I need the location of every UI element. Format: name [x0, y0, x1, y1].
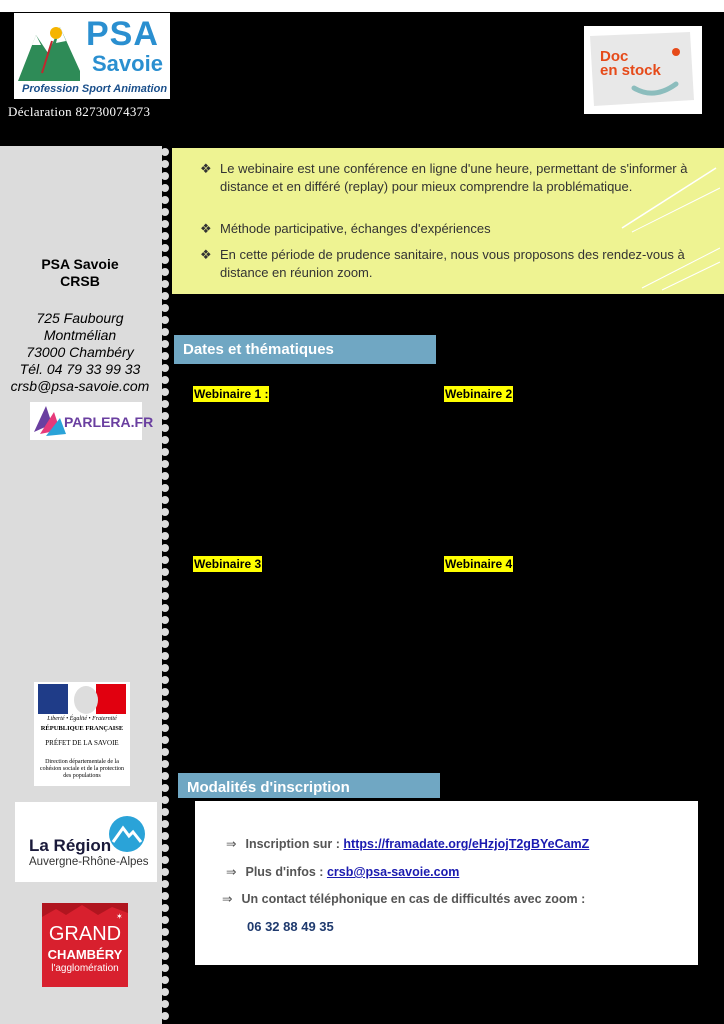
info-bullet — [200, 220, 712, 238]
docstock-line1: Doc — [600, 48, 629, 65]
region-mountain-icon — [107, 814, 147, 854]
prefet-title: PRÉFET DE LA SAVOIE — [45, 739, 119, 747]
logo-subtitle: Savoie — [92, 51, 163, 76]
contact-email[interactable]: crsb@psa-savoie.com — [10, 378, 150, 394]
diamond-bullet-icon: ❖ — [200, 247, 212, 262]
arrow-right-icon: ⇒ — [222, 892, 233, 906]
bullet-text: En cette période de prudence sanitaire, nous vous proposons des rendez-vous à distance en réunion zoom. — [220, 247, 685, 280]
declaration-number: Déclaration 82730074373 — [8, 104, 151, 119]
grand-line2: CHAMBÉRY — [47, 947, 123, 962]
contact-line — [222, 891, 585, 906]
region-name: La Région — [29, 836, 112, 855]
bullet-text: Méthode participative, échanges d'expériences — [220, 221, 491, 236]
webinaire-2-label: Webinaire 2 — [445, 387, 513, 401]
prefet-logo — [34, 682, 130, 786]
region-subname: Auvergne-Rhône-Alpes — [29, 856, 149, 868]
grand-line3: l'agglomération — [51, 963, 119, 974]
grand-chambery-icon — [42, 903, 128, 923]
prefet-republic: RÉPUBLIQUE FRANÇAISE — [40, 725, 124, 732]
address-line: Montmélian — [43, 327, 117, 343]
bullet-text: Le webinaire est une conférence en ligne d'une heure, permettant de s'informer à distance et en différé (replay) pour mieux comprendre la problématique. — [220, 161, 688, 194]
info-bullet — [200, 246, 712, 282]
doc-en-stock-logo — [584, 26, 702, 114]
prefet-dept: Direction départementale de la cohésion sociale et de la protection des populations — [39, 759, 125, 779]
webinaire-1-label: Webinaire 1 : — [194, 387, 269, 401]
webinaire-4-label: Webinaire 4 — [445, 557, 513, 571]
diamond-bullet-icon: ❖ — [200, 161, 212, 176]
region-logo — [15, 802, 157, 882]
marianne-flag-icon — [34, 684, 130, 716]
contact-block — [0, 256, 160, 395]
org-name: PSA Savoie — [41, 256, 119, 272]
contact-label: Un contact téléphonique en cas de difficultés avec zoom : — [241, 892, 586, 906]
info-box — [172, 148, 724, 294]
org-unit: CRSB — [60, 273, 100, 289]
contact-phone-number: 06 32 88 49 35 — [247, 919, 334, 934]
info-bullet — [200, 160, 712, 196]
infos-label: Plus d'infos : — [245, 865, 327, 879]
docstock-line2: en stock — [600, 62, 661, 79]
parlera-text: PARLERA.FR — [64, 414, 154, 430]
inscription-link[interactable]: https://framadate.org/eHzjojT2gBYeCamZ — [343, 837, 590, 851]
parlera-logo — [30, 402, 154, 440]
arrow-right-icon: ⇒ — [226, 865, 237, 879]
modalites-section-title: Modalités d'inscription — [178, 773, 440, 798]
grand-chambery-logo — [42, 903, 128, 987]
diamond-bullet-icon: ❖ — [200, 221, 212, 236]
address-line: 73000 Chambéry — [26, 344, 134, 360]
inscription-label: Inscription sur : — [245, 837, 344, 851]
logo-title: PSA — [86, 15, 159, 53]
inscription-line — [226, 836, 589, 851]
psa-savoie-logo — [14, 13, 170, 99]
modalites-box — [195, 801, 698, 965]
webinaire-3-label: Webinaire 3 — [194, 557, 262, 571]
logo-tagline: Profession Sport Animation — [22, 83, 168, 95]
prefet-motto: Liberté • Égalité • Fraternité — [47, 716, 117, 722]
svg-text:✶: ✶ — [116, 912, 123, 921]
arrow-right-icon: ⇒ — [226, 837, 237, 851]
address-line: 725 Faubourg — [36, 310, 124, 326]
infos-line — [226, 864, 459, 879]
dates-section-title: Dates et thématiques — [174, 335, 436, 364]
infos-email-link[interactable]: crsb@psa-savoie.com — [326, 865, 460, 879]
grand-line1: GRAND — [48, 923, 122, 945]
contact-phone: Tél. 04 79 33 99 33 — [19, 361, 141, 377]
